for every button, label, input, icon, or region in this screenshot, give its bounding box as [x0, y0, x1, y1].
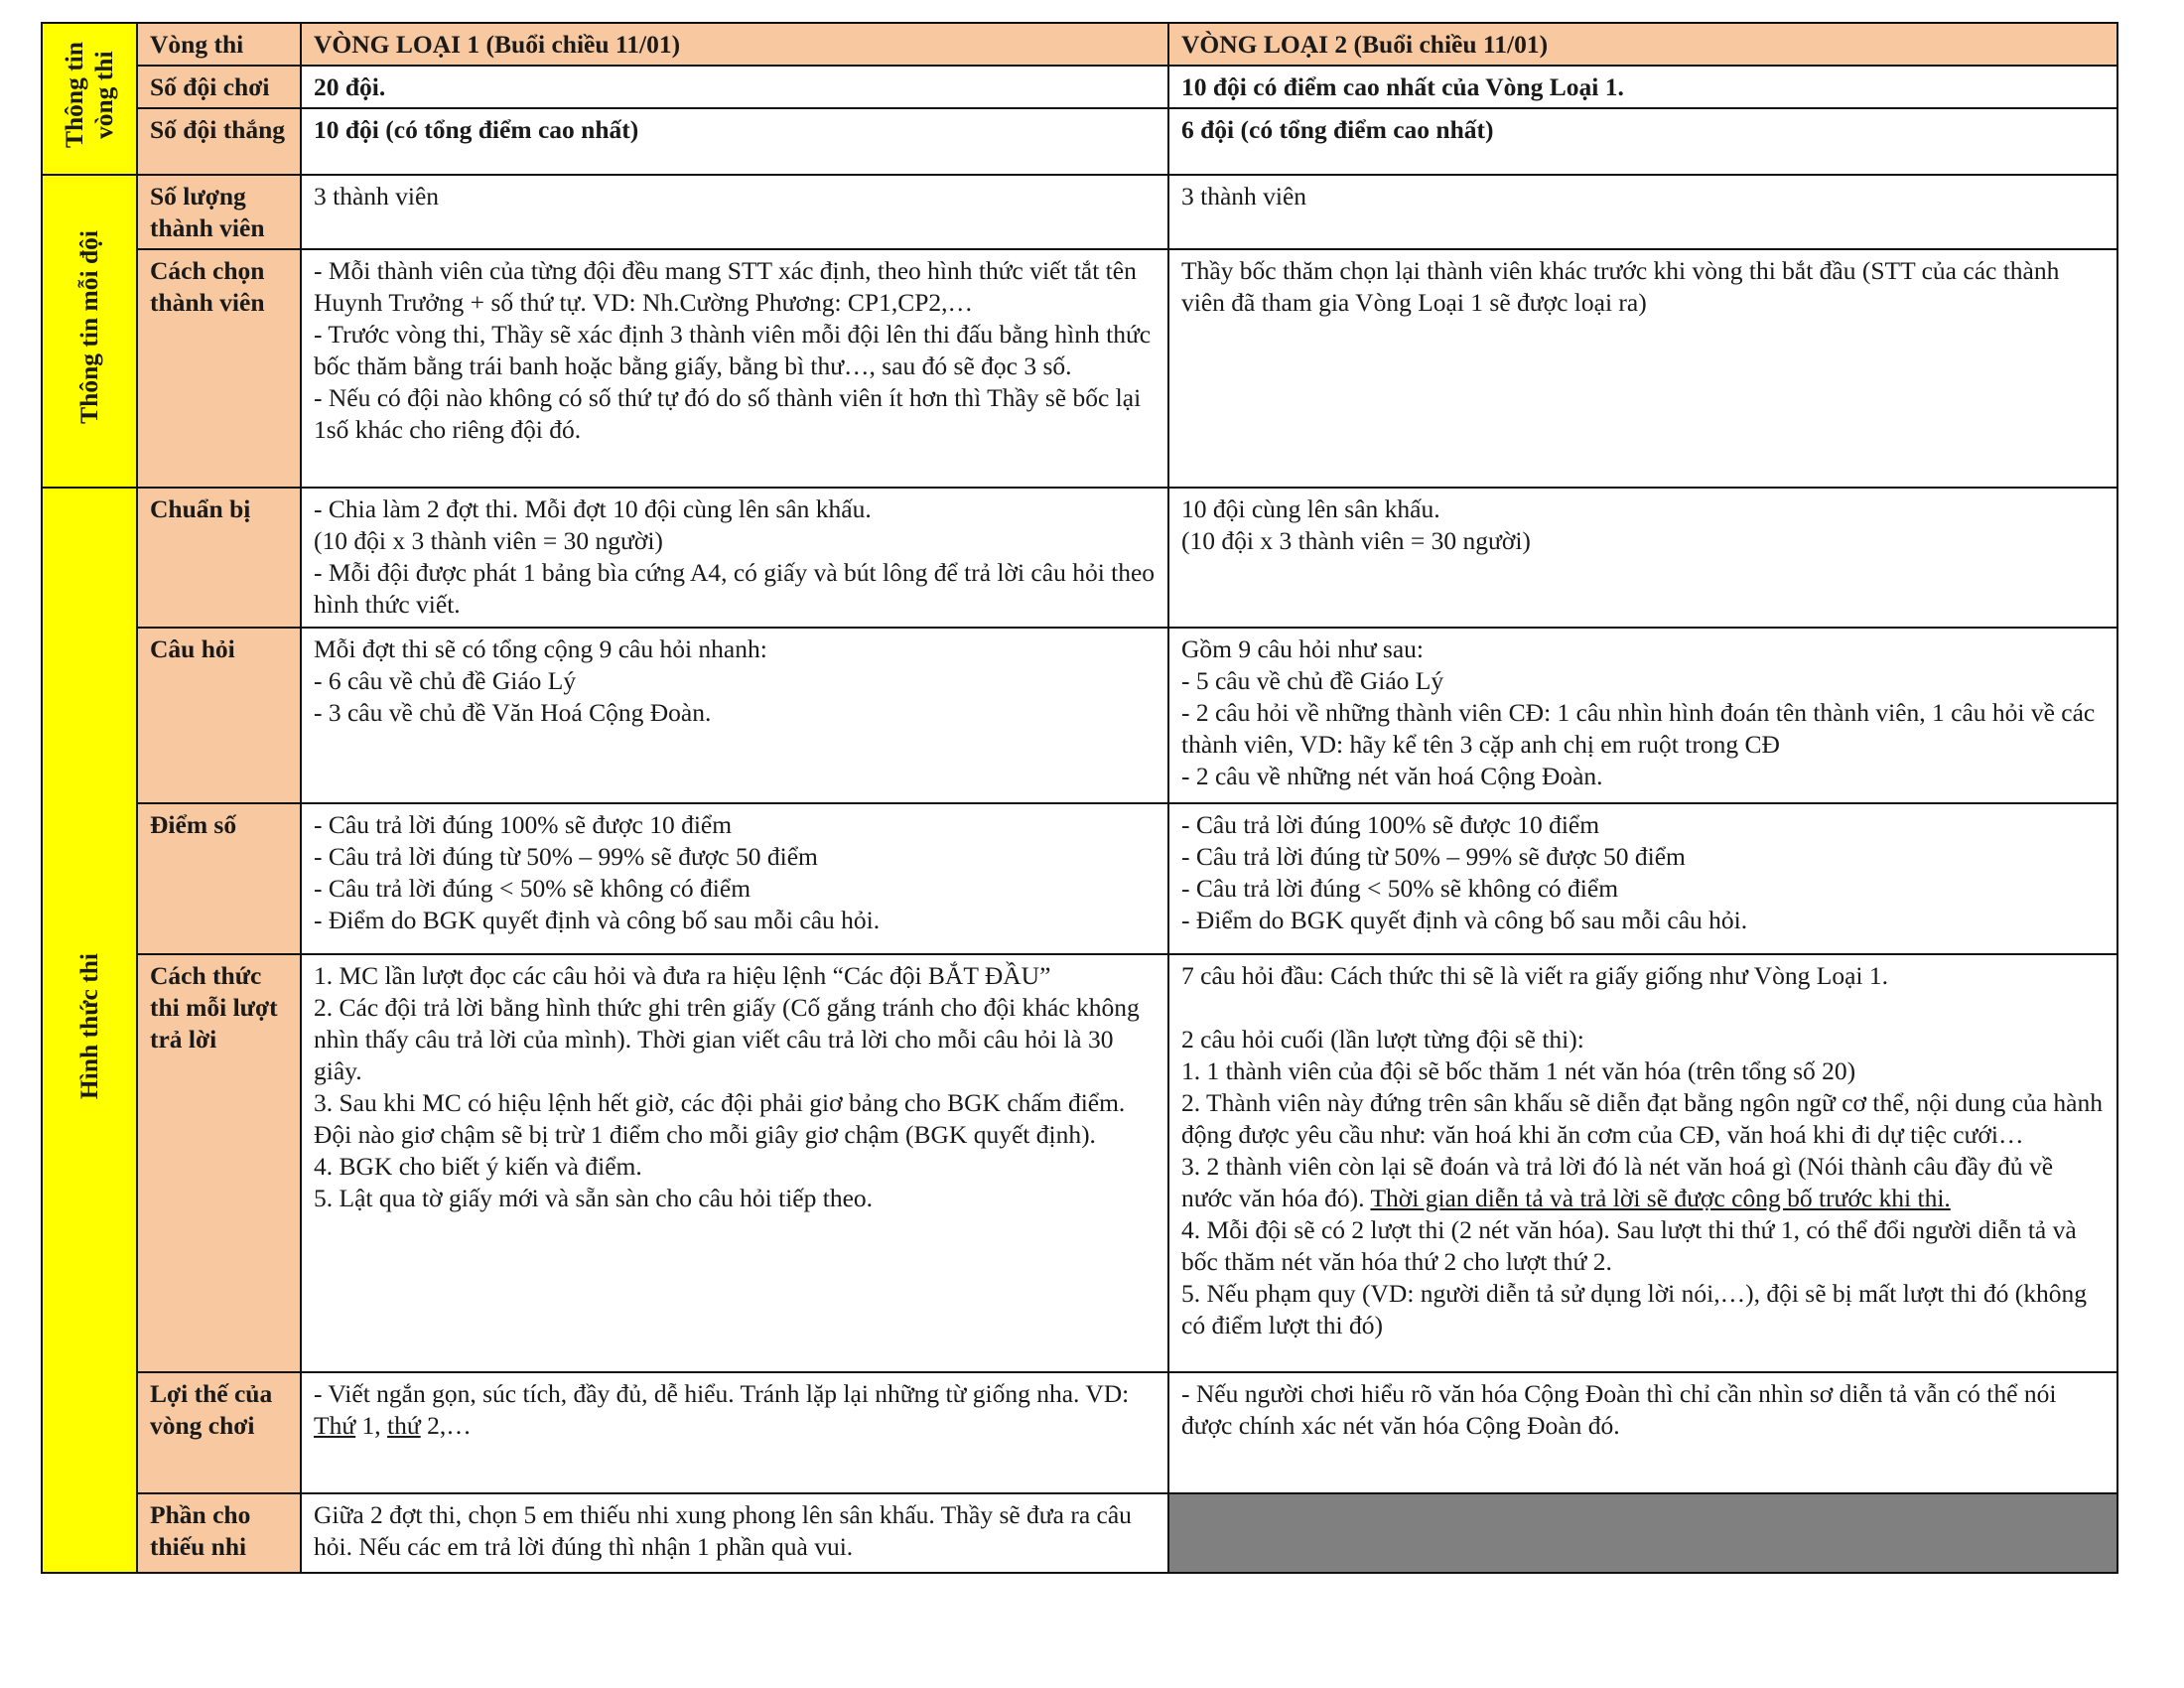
question-line: - 5 câu về chủ đề Giáo Lý [1181, 666, 1444, 695]
round2-questions [1168, 628, 2117, 803]
scoring-line: - Điểm do BGK quyết định và công bố sau mỗi câu hỏi. [314, 906, 881, 934]
preparation-line: (10 đội x 3 thành viên = 30 người) [314, 526, 663, 555]
row-members [42, 175, 2117, 249]
method-step-text: 3. 2 thành viên còn lại sẽ đoán và trả lời đó là nét văn hoá gì (Nói thành câu đầy đủ về nước văn hóa đó). [1181, 1152, 2054, 1212]
round2-preparation [1168, 488, 2117, 628]
method-step: 1. 1 thành viên của đội sẽ bốc thăm 1 nét văn hóa (trên tổng số 20) [1181, 1056, 1856, 1085]
scoring-line: - Điểm do BGK quyết định và công bố sau mỗi câu hỏi. [1181, 906, 1748, 934]
method-line: 2. Các đội trả lời bằng hình thức ghi trên giấy (Cố gắng tránh cho đội khác không nhìn thấy câu trả lời của mình). Thời gian viết câu trả lời cho mỗi câu hỏi là 30 giây. [314, 993, 1140, 1085]
round1-questions [301, 628, 1168, 803]
method-step: 4. Mỗi đội sẽ có 2 lượt thi (2 nét văn hóa). Sau lượt thi thứ 1, có thể đổi người diễn tả và bốc thăm nét văn hóa thứ 2 cho lượt thứ 2. [1181, 1215, 2077, 1276]
label-selection: Cách chọn thành viên [137, 249, 301, 488]
selection-line: - Nếu có đội nào không có số thứ tự đó do số thành viên ít hơn thì Thầy sẽ bốc lại 1số khác cho riêng đội đó. [314, 383, 1142, 444]
method-line: 4. BGK cho biết ý kiến và điểm. [314, 1152, 642, 1181]
label-members: Số lượng thành viên [137, 175, 301, 249]
scoring-line: - Câu trả lời đúng 100% sẽ được 10 điểm [1181, 810, 1600, 839]
row-round [42, 23, 2117, 66]
round1-kids: Giữa 2 đợt thi, chọn 5 em thiếu nhi xung phong lên sân khấu. Thầy sẽ đưa ra câu hỏi. Nếu các em trả lời đúng thì nhận 1 phần quà vui. [301, 1493, 1168, 1573]
label-preparation: Chuẩn bị [137, 488, 301, 628]
section-round-info-label: Thông tin vòng thi [60, 41, 118, 148]
round2-advantage: - Nếu người chơi hiểu rõ văn hóa Cộng Đoàn thì chỉ cần nhìn sơ diễn tả vẫn có thể nói được chính xác nét văn hóa Cộng Đoàn đó. [1168, 1372, 2117, 1493]
round2-winners: 6 đội (có tổng điểm cao nhất) [1168, 108, 2117, 175]
section-team-info [42, 175, 137, 488]
label-teams: Số đội chơi [137, 66, 301, 108]
preparation-line: - Chia làm 2 đợt thi. Mỗi đợt 10 đội cùng lên sân khấu. [314, 494, 872, 523]
label-advantage: Lợi thế của vòng chơi [137, 1372, 301, 1493]
label-questions: Câu hỏi [137, 628, 301, 803]
round2-title: VÒNG LOẠI 2 (Buổi chiều 11/01) [1168, 23, 2117, 66]
question-line: - 6 câu về chủ đề Giáo Lý [314, 666, 577, 695]
row-selection [42, 249, 2117, 488]
label-kids: Phần cho thiếu nhi [137, 1493, 301, 1573]
preparation-line: (10 đội x 3 thành viên = 30 người) [1181, 526, 1531, 555]
label-answer-method: Cách thức thi mỗi lượt trả lời [137, 954, 301, 1372]
section-round-info [42, 23, 137, 175]
scoring-line: - Câu trả lời đúng từ 50% – 99% sẽ được 50 điểm [1181, 842, 1686, 871]
round1-scoring [301, 803, 1168, 954]
section-format-label: Hình thức thi [74, 952, 103, 1100]
method-last-title: 2 câu hỏi cuối (lần lượt từng đội sẽ thi): [1181, 1025, 1584, 1054]
round2-scoring [1168, 803, 2117, 954]
preparation-line: - Mỗi đội được phát 1 bảng bìa cứng A4, có giấy và bút lông để trả lời câu hỏi theo hình thức viết. [314, 558, 1156, 619]
method-step: 2. Thành viên này đứng trên sân khấu sẽ diễn đạt bằng ngôn ngữ cơ thể, nội dung của hành động được yêu cầu như: văn hoá khi ăn cơm của CĐ, văn hoá khi đi dự tiệc cưới… [1181, 1088, 2103, 1149]
question-line: - 3 câu về chủ đề Văn Hoá Cộng Đoàn. [314, 698, 712, 727]
rules-table-sheet [41, 22, 2116, 1560]
round1-title: VÒNG LOẠI 1 (Buổi chiều 11/01) [301, 23, 1168, 66]
row-winners [42, 108, 2117, 175]
row-teams [42, 66, 2117, 108]
scoring-line: - Câu trả lời đúng < 50% sẽ không có điểm [1181, 874, 1619, 903]
method-step: 5. Nếu phạm quy (VD: người diễn tả sử dụng lời nói,…), đội sẽ bị mất lượt thi đó (không có điểm lượt thi đó) [1181, 1279, 2087, 1339]
question-line: - 2 câu hỏi về những thành viên CĐ: 1 câu nhìn hình đoán tên thành viên, 1 câu hỏi về các thành viên, VD: hãy kể tên 3 cặp anh chị em ruột trong CĐ [1181, 698, 2096, 759]
rules-table [41, 22, 2118, 1574]
round2-members: 3 thành viên [1168, 175, 2117, 249]
method-line: 3. Sau khi MC có hiệu lệnh hết giờ, các đội phải giơ bảng cho BGK chấm điểm. Đội nào giơ chậm sẽ bị trừ 1 điểm cho mỗi giây giơ chậm (BGK quyết định). [314, 1088, 1126, 1149]
round1-selection [301, 249, 1168, 488]
round1-members: 3 thành viên [301, 175, 1168, 249]
section-format [42, 488, 137, 1573]
row-preparation [42, 488, 2117, 628]
method-intro: 7 câu hỏi đầu: Cách thức thi sẽ là viết ra giấy giống như Vòng Loại 1. [1181, 961, 1888, 990]
round2-kids-empty [1168, 1493, 2117, 1573]
advantage-underlined: Thứ [314, 1411, 356, 1440]
row-advantage [42, 1372, 2117, 1493]
advantage-text: 1, [361, 1411, 381, 1440]
advantage-text: - Viết ngắn gọn, súc tích, đầy đủ, dễ hiểu. Tránh lặp lại những từ giống nha. VD: [314, 1379, 1130, 1408]
scoring-line: - Câu trả lời đúng 100% sẽ được 10 điểm [314, 810, 733, 839]
row-kids [42, 1493, 2117, 1573]
scoring-line: - Câu trả lời đúng < 50% sẽ không có điểm [314, 874, 751, 903]
row-scoring [42, 803, 2117, 954]
method-step [1181, 1151, 2105, 1214]
section-team-info-label: Thông tin mỗi đội [74, 230, 103, 424]
question-line: Mỗi đợt thi sẽ có tổng cộng 9 câu hỏi nhanh: [314, 634, 767, 663]
label-winners: Số đội thắng [137, 108, 301, 175]
round2-teams: 10 đội có điểm cao nhất của Vòng Loại 1. [1168, 66, 2117, 108]
round1-answer-method [301, 954, 1168, 1372]
round1-advantage [301, 1372, 1168, 1493]
method-line: 1. MC lần lượt đọc các câu hỏi và đưa ra hiệu lệnh “Các đội BẮT ĐẦU” [314, 961, 1051, 990]
round1-teams: 20 đội. [301, 66, 1168, 108]
label-scoring: Điểm số [137, 803, 301, 954]
question-line: Gồm 9 câu hỏi như sau: [1181, 634, 1424, 663]
label-round: Vòng thi [137, 23, 301, 66]
preparation-line: 10 đội cùng lên sân khấu. [1181, 494, 1440, 523]
blank-line [1181, 992, 2105, 1024]
row-questions [42, 628, 2117, 803]
method-step-underlined: Thời gian diễn tả và trả lời sẽ được công bố trước khi thi. [1370, 1184, 1951, 1212]
round2-answer-method [1168, 954, 2117, 1372]
round1-winners: 10 đội (có tổng điểm cao nhất) [301, 108, 1168, 175]
method-line: 5. Lật qua tờ giấy mới và sẵn sàn cho câu hỏi tiếp theo. [314, 1184, 874, 1212]
round1-preparation [301, 488, 1168, 628]
round2-selection: Thầy bốc thăm chọn lại thành viên khác trước khi vòng thi bắt đầu (STT của các thành viên đã tham gia Vòng Loại 1 sẽ được loại ra) [1168, 249, 2117, 488]
selection-line: - Mỗi thành viên của từng đội đều mang STT xác định, theo hình thức viết tắt tên Huynh Trưởng + số thứ tự. VD: Nh.Cường Phương: CP1,CP2,… [314, 256, 1137, 317]
advantage-underlined: thứ [387, 1411, 421, 1440]
scoring-line: - Câu trả lời đúng từ 50% – 99% sẽ được 50 điểm [314, 842, 818, 871]
row-answer-method [42, 954, 2117, 1372]
selection-line: - Trước vòng thi, Thầy sẽ xác định 3 thành viên mỗi đội lên thi đấu bằng hình thức bốc thăm bằng trái banh hoặc bằng giấy, bằng bì thư…, sau đó sẽ đọc 3 số. [314, 320, 1152, 380]
advantage-text: 2,… [427, 1411, 472, 1440]
question-line: - 2 câu về những nét văn hoá Cộng Đoàn. [1181, 762, 1603, 790]
